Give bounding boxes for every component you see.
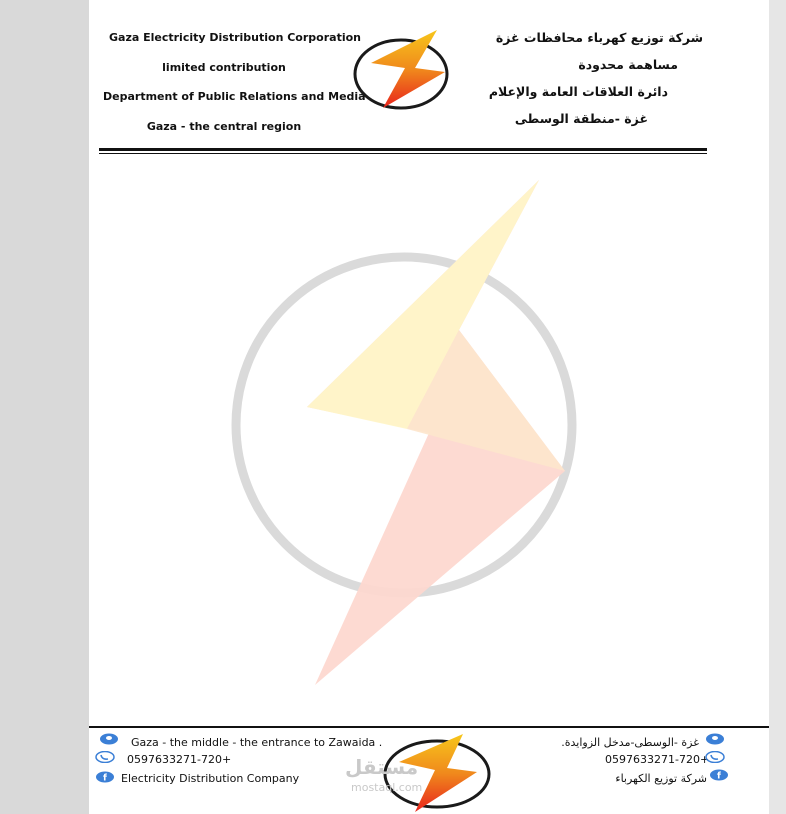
footer-divider (89, 726, 769, 728)
footer-facebook-en: Electricity Distribution Company (121, 772, 300, 785)
phone-icon-right (705, 751, 725, 763)
scrollbar-track[interactable] (769, 0, 786, 814)
svg-text:f: f (717, 771, 721, 781)
region-en: Gaza - the central region (146, 120, 302, 133)
watermark-brand-en: mostaql.com (351, 781, 423, 794)
phone-icon (95, 751, 115, 763)
watermark-logo (229, 175, 579, 690)
company-type-en: limited contribution (162, 61, 286, 74)
department-en: Department of Public Relations and Media (103, 90, 366, 103)
region-ar: غزة -منطقة الوسطى (514, 111, 648, 126)
header-divider-thin (99, 153, 707, 154)
footer-phone-en: 0597633271-720+ (127, 753, 232, 766)
watermark-brand-ar: مستقل (345, 755, 419, 779)
company-logo (351, 28, 459, 112)
facebook-icon-right (709, 769, 729, 781)
company-name-en: Gaza Electricity Distribution Corporation (109, 31, 361, 44)
company-type-ar: مساهمة محدودة (578, 57, 678, 72)
facebook-icon (95, 771, 115, 783)
footer-address-ar: غزة -الوسطى-مدخل الزوايدة. (561, 736, 699, 749)
letterhead-page (89, 0, 769, 814)
company-name-ar: شركة توزيع كهرباء محافظات غزة (495, 30, 703, 45)
location-icon-right (705, 733, 725, 745)
footer-phone-ar: 0597633271-720+ (605, 753, 710, 766)
header-divider-thick (99, 148, 707, 151)
svg-text:f: f (103, 773, 107, 783)
department-ar: دائرة العلاقات العامة والإعلام (488, 84, 668, 99)
location-icon (99, 733, 119, 745)
footer-facebook-ar: شركة توزيع الكهرباء (615, 772, 707, 785)
footer-address-en: Gaza - the middle - the entrance to Zawaida . (131, 736, 383, 749)
